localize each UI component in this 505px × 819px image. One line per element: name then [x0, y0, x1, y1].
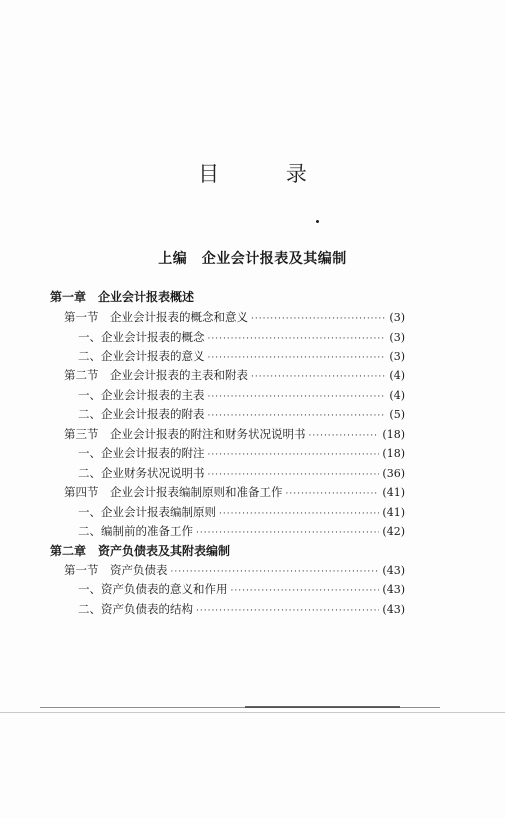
- toc-label: 第一章 企业会计报表概述: [50, 290, 195, 304]
- toc-section: [64, 483, 405, 501]
- dot-leader: [219, 505, 379, 523]
- toc-label: 第二节 企业会计报表的主表和附表: [64, 368, 248, 382]
- dot-leader: [231, 582, 380, 600]
- toc-page-number: (3): [389, 331, 405, 344]
- toc-chapter: [50, 542, 405, 560]
- toc-item: [78, 522, 405, 540]
- dot-leader: [208, 466, 380, 484]
- dot-leader: [196, 602, 379, 620]
- toc-page-number: (18): [382, 428, 405, 441]
- toc-page-number: (3): [389, 350, 405, 363]
- toc-label: 第三节 企业会计报表的附注和财务状况说明书: [64, 427, 306, 441]
- toc-label: 第四节 企业会计报表编制原则和准备工作: [64, 485, 283, 499]
- page-title: 目 录: [198, 162, 337, 186]
- toc-section: [64, 308, 405, 326]
- toc-item: [78, 600, 405, 618]
- toc-label: 第二章 资产负债表及其附表编制: [50, 544, 231, 558]
- toc-label: 一、企业会计报表的概念: [78, 330, 205, 344]
- toc-page-number: (43): [382, 603, 405, 616]
- toc-label: 二、企业会计报表的附表: [78, 407, 205, 421]
- dot-leader: [208, 330, 387, 348]
- toc-item: [78, 347, 405, 365]
- toc-label: 第一节 资产负债表: [64, 563, 168, 577]
- toc-item: [78, 503, 405, 521]
- toc-label: 第一节 企业会计报表的概念和意义: [64, 310, 248, 324]
- toc-label: 二、企业会计报表的意义: [78, 349, 205, 363]
- toc-label: 一、资产负债表的意义和作用: [78, 582, 228, 596]
- toc-item: [78, 444, 405, 462]
- toc-item: [78, 328, 405, 346]
- toc-page-number: (36): [382, 467, 405, 480]
- toc-item: [78, 405, 405, 423]
- toc-label: 二、编制前的准备工作: [78, 524, 193, 538]
- toc-item: [78, 386, 405, 404]
- dot-leader: [286, 485, 380, 503]
- toc-item: [78, 464, 405, 482]
- dot-leader: [196, 524, 379, 542]
- toc-label: 一、企业会计报表的主表: [78, 388, 205, 402]
- toc-label: 一、企业会计报表编制原则: [78, 505, 216, 519]
- toc-page-number: (43): [382, 564, 405, 577]
- toc-chapter: [50, 288, 405, 306]
- toc-page-number: (4): [389, 389, 405, 402]
- page-edge-line: [0, 712, 505, 713]
- toc-page-number: (41): [382, 486, 405, 499]
- page-edge-line: [40, 707, 440, 708]
- dot-leader: [309, 427, 380, 445]
- toc-page-number: (4): [389, 369, 405, 382]
- part-title: 上编 企业会计报表及其编制: [158, 251, 347, 267]
- toc-page-number: (43): [382, 583, 405, 596]
- toc-label: 二、企业财务状况说明书: [78, 466, 205, 480]
- dot-leader: [208, 388, 387, 406]
- toc-page-number: (41): [382, 506, 405, 519]
- toc-section: [64, 425, 405, 443]
- dot-leader: [251, 368, 386, 386]
- toc-page-number: (42): [382, 525, 405, 538]
- toc-page-number: (18): [382, 447, 405, 460]
- toc-item: [78, 580, 405, 598]
- ink-speck: [316, 220, 319, 223]
- toc-page-number: (3): [389, 311, 405, 324]
- toc-section: [64, 561, 405, 579]
- dot-leader: [251, 310, 386, 328]
- dot-leader: [171, 563, 380, 581]
- toc-label: 一、企业会计报表的附注: [78, 446, 205, 460]
- toc-page-number: (5): [389, 408, 405, 421]
- dot-leader: [208, 446, 380, 464]
- dot-leader: [208, 349, 387, 367]
- toc-section: [64, 366, 405, 384]
- dot-leader: [208, 407, 387, 425]
- toc-label: 二、资产负债表的结构: [78, 602, 193, 616]
